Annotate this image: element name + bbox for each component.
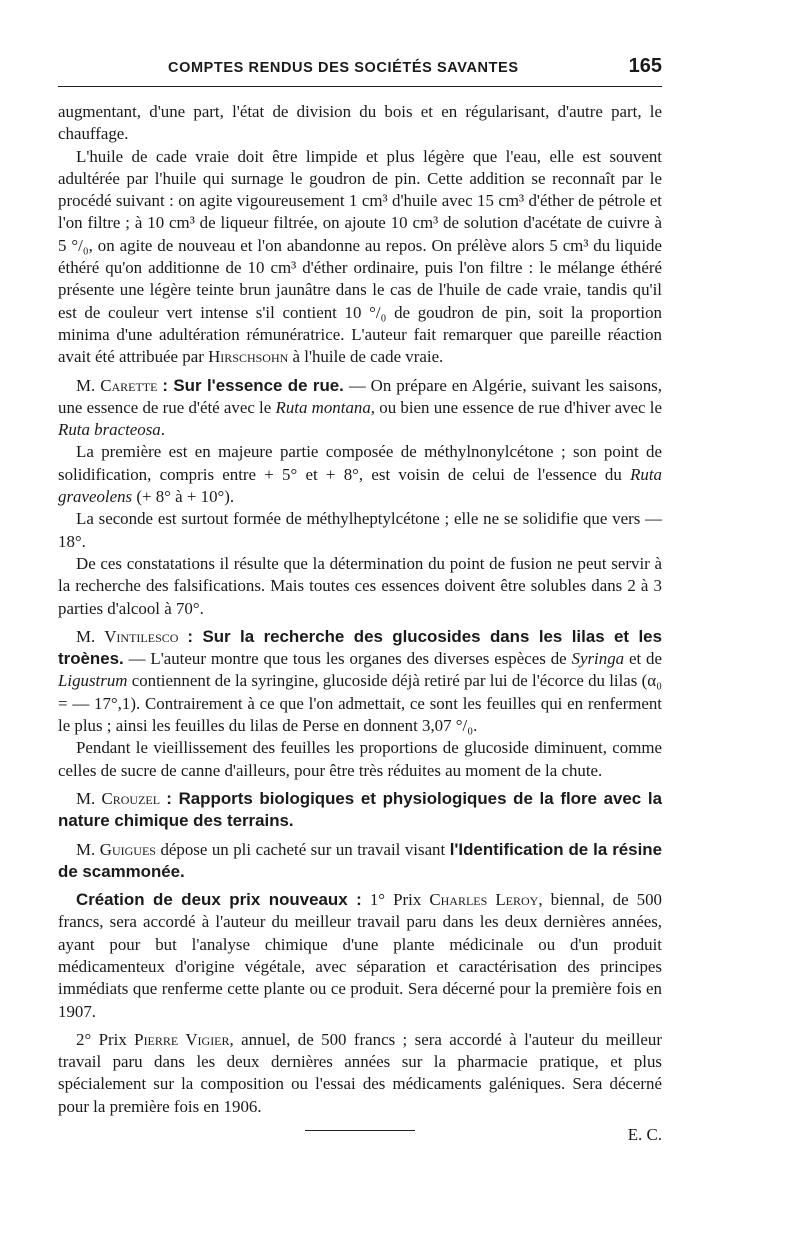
- author-name: Guigues: [99, 839, 156, 859]
- person-name: Pierre Vigier: [134, 1029, 230, 1049]
- paragraph: M. Guigues dépose un pli cacheté sur un travail visant l'Identification de la résine de scammonée.: [58, 839, 662, 881]
- paragraph: M. Crouzel : Rapports biologiques et physiologiques de la flore avec la nature chimique des terrains.: [58, 788, 662, 831]
- paragraph: La première est en majeure partie composée de méthylnonylcétone ; son point de solidification, compris entre + 5° et + 8°, est voisin de celui de l'essence du Ruta graveolens (+ 8° à + 10°).: [58, 442, 662, 507]
- author-name: Vintilesco: [104, 626, 179, 646]
- paragraph: M. Vintilesco : Sur la recherche des glucosides dans les lilas et les troènes. — L'auteur montre que tous les organes des diverses espèces de Syringa et de Ligustrum contiennent de la syringine, glucoside déjà retiré par lui de l'écorce du lilas (α₀ = — 17°,1). Contrairement à ce que l'on admettait, ce sont les feuilles qui en renferment le plus ; ainsi les feuilles du lilas de Perse en donnent 3,07 °/₀.: [58, 626, 662, 736]
- paragraph: L'huile de cade vraie doit être limpide et plus légère que l'eau, elle est souvent adultérée par l'huile qui surnage le goudron de pin. Cette addition se reconnaît par le procédé suivant : on agite vigoureusement 1 cm³ d'huile avec 15 cm³ d'éther de pétrole et l'on filtre ; à 10 cm³ de liqueur filtrée, on ajoute 10 cm³ de solution d'acétate de cuivre à 5 °/₀, on agite de nouveau et l'on abandonne au repos. On prélève alors 5 cm³ du liquide éthéré qu'on additionne de 10 cm³ d'éther ordinaire, puis l'on filtre : le mélange éthéré présente une légère teinte brun jaunâtre dans le cas de l'huile de cade vraie, tandis qu'il est de couleur vert intense s'il contient 10 °/₀ de goudron de pin, soit la proportion minima d'une adultération rémunératrice. L'auteur fait remarquer que pareille réaction avait été attribuée par Hirschsohn à l'huile de cade vraie.: [58, 146, 662, 367]
- paragraph: Création de deux prix nouveaux : 1° Prix Charles Leroy, biennal, de 500 francs, sera accordé à l'auteur du meilleur travail paru dans les deux dernières années, ayant pour but l'analyse chimique d'une plante médicinale ou d'un produit médicamenteux d'origine végétale, avec séparation et caractérisation des principes immédiats que renferme cette plante ou ce produit. Sera décerné pour la première fois en 1907.: [58, 890, 662, 1021]
- species-name: Ligustrum: [58, 671, 128, 691]
- paragraph: 2° Prix Pierre Vigier, annuel, de 500 francs ; sera accordé à l'auteur du meilleur travail paru dans les deux dernières années sur la pharmacie pratique, et plus spécialement sur la composition ou l'essai des médicaments galéniques. Sera décerné pour la première fois en 1906.: [58, 1029, 662, 1116]
- page-number: 165: [628, 55, 662, 77]
- signature: E. C.: [627, 1125, 662, 1145]
- species-name: Ruta graveolens: [58, 464, 662, 507]
- communication-title: : Sur l'essence de rue.: [162, 375, 344, 395]
- person-name: Charles Leroy: [429, 890, 539, 910]
- communication-title: l'Identification de la résine de scammonée.: [58, 839, 662, 881]
- author-name: Hirschsohn: [208, 347, 289, 367]
- paragraph: La seconde est surtout formée de méthylheptylcétone ; elle ne se solidifie que vers — 18°.: [58, 509, 662, 551]
- running-header: [58, 55, 662, 87]
- author-name: Crouzel: [101, 788, 161, 808]
- author-name: Carette: [100, 375, 158, 395]
- communication-title: : Sur la recherche des glucosides dans les lilas et les troènes.: [58, 626, 662, 669]
- species-name: Ruta bracteosa: [58, 420, 161, 440]
- communication-title: : Rapports biologiques et physiologiques de la flore avec la nature chimique des terrains.: [58, 788, 662, 831]
- article-body: [58, 101, 662, 1118]
- paragraph: Pendant le vieillissement des feuilles les proportions de glucoside diminuent, comme celles de sucre de canne d'ailleurs, pour être très réduites au moment de la chute.: [58, 738, 662, 780]
- section-title: Création de deux prix nouveaux :: [76, 890, 362, 910]
- paragraph: De ces constatations il résulte que la détermination du point de fusion ne peut servir à la recherche des falsifications. Mais toutes ces essences doivent être solubles dans 2 à 3 parties d'alcool à 70°.: [58, 553, 662, 618]
- paragraph: M. Carette : Sur l'essence de rue. — On prépare en Algérie, suivant les saisons, une essence de rue d'été avec le Ruta montana, ou bien une essence de rue d'hiver avec le Ruta bracteosa.: [58, 375, 662, 440]
- paragraph: augmentant, d'une part, l'état de division du bois et en régularisant, d'autre part, le chauffage.: [58, 102, 662, 144]
- running-title: COMPTES RENDUS DES SOCIÉTÉS SAVANTES: [168, 60, 519, 76]
- species-name: Ruta montana: [275, 397, 371, 417]
- species-name: Syringa: [571, 649, 625, 669]
- page: [58, 55, 662, 1145]
